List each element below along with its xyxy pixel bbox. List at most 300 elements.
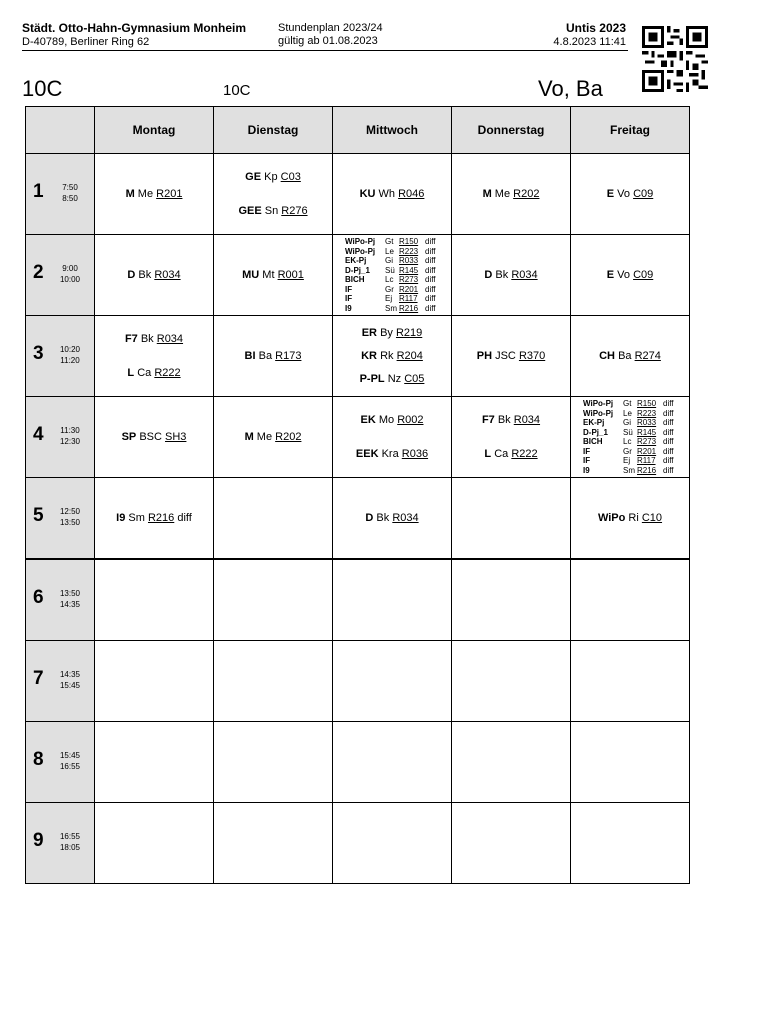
- period-cell: [26, 316, 95, 397]
- period-start: 9:00: [62, 264, 78, 273]
- timetable-cell: [452, 316, 571, 397]
- lesson-teacher: Sm: [128, 512, 145, 524]
- period-start: 16:55: [59, 832, 81, 841]
- timetable-cell: [95, 559, 214, 641]
- lesson-entry: [571, 511, 689, 525]
- lesson-stack: [95, 316, 213, 396]
- diff-teacher: Gr: [385, 284, 394, 294]
- lesson-teacher: Ca: [494, 448, 509, 460]
- period-end: 10:00: [59, 275, 81, 284]
- lesson-room: R001: [277, 269, 304, 281]
- lesson-subject: ER: [361, 327, 377, 340]
- lesson-entry: [95, 187, 213, 201]
- day-header-tue: Dienstag: [214, 107, 333, 154]
- timestamp: 4.8.2023 11:41: [553, 36, 626, 48]
- table-row: [26, 641, 690, 722]
- lesson-subject: L: [127, 367, 135, 379]
- day-header-wed: Mittwoch: [333, 107, 452, 154]
- period-time: [59, 506, 81, 528]
- diff-note: diff: [425, 294, 436, 303]
- lesson-subject: WiPo: [597, 512, 626, 524]
- diff-teacher: Gt: [623, 399, 632, 408]
- diff-course-row: [583, 399, 689, 409]
- period-start: 7:50: [62, 183, 78, 192]
- diff-teacher: Ej: [385, 294, 393, 303]
- lesson-teacher: JSC: [495, 350, 516, 362]
- timetable-cell: [571, 154, 690, 235]
- lesson-entry: [452, 413, 570, 427]
- diff-room: R273: [637, 437, 657, 446]
- timetable-cell: [214, 154, 333, 235]
- lesson-entry: [95, 332, 213, 346]
- lesson-subject: M: [125, 188, 135, 200]
- period-end: 8:50: [62, 194, 78, 203]
- timetable-cell: [452, 559, 571, 641]
- diff-note: diff: [425, 275, 436, 284]
- diff-course-row: [583, 437, 689, 447]
- diff-course-row: [583, 447, 689, 457]
- lesson-teacher: Me: [494, 188, 511, 200]
- lesson-entry: [214, 268, 332, 282]
- period-number: 1: [33, 181, 44, 202]
- lesson-subject: BI: [244, 350, 256, 362]
- period-number: 7: [33, 668, 44, 689]
- diff-teacher: Gi: [623, 418, 631, 427]
- period-start: 13:50: [59, 589, 81, 598]
- diff-subject: IF: [583, 456, 591, 465]
- timetable-cell: [571, 478, 690, 560]
- diff-teacher: Gi: [385, 256, 393, 265]
- period-end: 15:45: [59, 681, 81, 690]
- diff-course-row: [345, 275, 451, 285]
- period-number: 4: [33, 424, 44, 445]
- lesson-entry: [333, 326, 451, 340]
- lesson-entry: [333, 187, 451, 201]
- plan-valid: gültig ab 01.08.2023: [278, 35, 378, 47]
- period-cell: [26, 559, 95, 641]
- table-row: [26, 722, 690, 803]
- table-row: [26, 803, 690, 884]
- period-end: 14:35: [59, 600, 81, 609]
- diff-note: diff: [425, 256, 436, 265]
- diff-note: diff: [663, 446, 674, 456]
- lesson-room: R046: [398, 188, 425, 200]
- timetable-cell: [333, 235, 452, 316]
- period-time: [59, 588, 81, 610]
- diff-subject: WiPo-Pj: [583, 399, 614, 408]
- period-start: 10:20: [59, 345, 81, 354]
- lesson-room: R036: [401, 448, 429, 460]
- timetable-cell: [95, 722, 214, 803]
- class-title: 10C: [22, 76, 63, 101]
- timetable-cell: [95, 235, 214, 316]
- period-cell: [26, 641, 95, 722]
- timetable-cell: [95, 641, 214, 722]
- timetable-cell: [95, 478, 214, 560]
- table-row: [26, 235, 690, 316]
- timetable-cell: [452, 478, 571, 560]
- lesson-room: R222: [154, 367, 181, 379]
- lesson-stack: [333, 316, 451, 396]
- period-end: 11:20: [60, 356, 80, 365]
- lesson-note: diff: [177, 512, 192, 524]
- period-number: 8: [33, 749, 44, 770]
- corner-cell: [26, 107, 95, 154]
- lesson-entry: [333, 511, 451, 525]
- period-number: 2: [33, 262, 44, 283]
- timetable-cell: [333, 478, 452, 560]
- diff-room: R201: [637, 446, 657, 456]
- lesson-room: R034: [156, 333, 184, 345]
- school-name: Städt. Otto-Hahn-Gymnasium Monheim: [22, 21, 247, 35]
- lesson-entry: [214, 430, 332, 444]
- period-time: [59, 344, 81, 366]
- diff-subject: EK-Pj: [345, 256, 367, 265]
- timetable-cell: [333, 559, 452, 641]
- lesson-teacher: Kra: [381, 448, 399, 460]
- class-teachers: Vo, Ba: [538, 76, 603, 101]
- lesson-entry: [95, 366, 213, 380]
- timetable-cell: [214, 235, 333, 316]
- lesson-entry: [452, 349, 570, 363]
- lesson-subject: M: [482, 188, 492, 200]
- diff-subject: WiPo-Pj: [583, 408, 614, 418]
- diff-room: R033: [399, 256, 419, 265]
- lesson-teacher: Bk: [140, 333, 154, 345]
- lesson-room: R201: [156, 188, 183, 200]
- diff-note: diff: [663, 399, 674, 408]
- lesson-teacher: Nz: [387, 372, 402, 385]
- diff-note: diff: [663, 418, 674, 427]
- day-header-thu: Donnerstag: [452, 107, 571, 154]
- lesson-subject: PH: [476, 350, 493, 362]
- diff-course-row: [583, 418, 689, 428]
- diff-subject: BICH: [345, 275, 365, 284]
- timetable-cell: [333, 641, 452, 722]
- diff-teacher: Sü: [385, 265, 395, 275]
- lesson-subject: M: [244, 431, 254, 443]
- lesson-entry: [452, 187, 570, 201]
- day-header-fri: Freitag: [571, 107, 690, 154]
- lesson-room: R276: [281, 205, 308, 217]
- diff-room: R033: [637, 418, 657, 427]
- timetable-cell: [452, 154, 571, 235]
- lesson-room: R222: [511, 448, 538, 460]
- school-header: [22, 22, 246, 49]
- diff-teacher: Lc: [623, 437, 632, 446]
- lesson-entry: [452, 447, 570, 461]
- day-header-row: [26, 107, 690, 154]
- diff-room: R150: [399, 237, 419, 246]
- period-number: 6: [33, 587, 44, 608]
- timetable-cell: [95, 397, 214, 478]
- lesson-room: C03: [280, 171, 301, 183]
- timetable-cell: [571, 235, 690, 316]
- software-name: Untis 2023: [565, 21, 626, 35]
- diff-course-row: [583, 466, 689, 476]
- lesson-teacher: Bk: [376, 512, 390, 524]
- timetable-cell: [214, 397, 333, 478]
- timetable-cell: [452, 722, 571, 803]
- lesson-subject: GE: [245, 171, 262, 183]
- diff-teacher: Sm: [623, 465, 635, 475]
- diff-course-row: [583, 456, 689, 466]
- period-start: 11:30: [60, 426, 80, 435]
- lesson-entry: [95, 511, 213, 525]
- lesson-teacher: Ca: [137, 367, 152, 379]
- period-time: [59, 263, 81, 285]
- lesson-subject: KU: [359, 188, 376, 200]
- day-header-mon: Montag: [95, 107, 214, 154]
- diff-room: R117: [399, 294, 418, 303]
- table-row: [26, 154, 690, 235]
- diff-room: R223: [399, 246, 419, 256]
- period-cell: [26, 803, 95, 884]
- diff-course-list: [333, 237, 451, 313]
- lesson-teacher: Bk: [497, 414, 511, 426]
- diff-note: diff: [425, 246, 436, 256]
- timetable-cell: [214, 478, 333, 560]
- class-subtitle: 10C: [223, 82, 251, 99]
- lesson-room: R202: [513, 188, 540, 200]
- diff-room: R117: [637, 456, 656, 465]
- diff-course-row: [345, 266, 451, 276]
- lesson-room: R034: [154, 269, 181, 281]
- lesson-teacher: Mo: [378, 414, 395, 426]
- diff-room: R145: [399, 265, 419, 275]
- lesson-teacher: Wh: [378, 188, 396, 200]
- diff-subject: I9: [345, 303, 352, 313]
- lesson-subject: CH: [599, 350, 615, 362]
- period-number: 3: [33, 343, 44, 364]
- lesson-room: R219: [395, 327, 423, 340]
- diff-note: diff: [663, 437, 674, 446]
- period-end: 13:50: [59, 518, 81, 527]
- plan-header: [278, 22, 383, 48]
- diff-teacher: Gt: [385, 237, 394, 246]
- diff-note: diff: [663, 465, 674, 475]
- diff-course-list: [571, 399, 689, 475]
- diff-course-row: [345, 304, 451, 314]
- lesson-teacher: BSC: [139, 431, 162, 443]
- diff-note: diff: [663, 408, 674, 418]
- diff-course-row: [345, 285, 451, 295]
- lesson-stack: [333, 397, 451, 477]
- period-cell: [26, 722, 95, 803]
- period-time: [59, 182, 81, 204]
- lesson-room: C05: [404, 372, 425, 385]
- diff-course-row: [345, 256, 451, 266]
- period-cell: [26, 235, 95, 316]
- timetable-cell: [214, 722, 333, 803]
- period-number: 9: [33, 830, 44, 851]
- diff-subject: D-Pj_1: [583, 427, 608, 437]
- timetable-cell: [571, 397, 690, 478]
- lesson-subject: I9: [116, 512, 126, 524]
- diff-course-row: [345, 237, 451, 247]
- table-row: [26, 316, 690, 397]
- lesson-teacher: Bk: [138, 269, 152, 281]
- lesson-subject: F7: [124, 333, 138, 345]
- lesson-entry: [571, 268, 689, 282]
- timetable-cell: [571, 803, 690, 884]
- diff-subject: EK-Pj: [583, 418, 605, 427]
- timetable-cell: [571, 559, 690, 641]
- diff-course-row: [583, 428, 689, 438]
- lesson-entry: [571, 187, 689, 201]
- diff-subject: BICH: [583, 437, 603, 446]
- timetable-cell: [452, 397, 571, 478]
- lesson-entry: [452, 268, 570, 282]
- diff-teacher: Sm: [385, 303, 397, 313]
- lesson-subject: D: [127, 269, 136, 281]
- period-number: 5: [33, 505, 44, 526]
- lesson-subject: D: [484, 269, 493, 281]
- diff-subject: WiPo-Pj: [345, 246, 376, 256]
- timetable: [25, 106, 690, 884]
- diff-teacher: Le: [623, 408, 632, 418]
- diff-teacher: Gr: [623, 446, 632, 456]
- lesson-teacher: Vo: [617, 269, 630, 281]
- timetable-cell: [571, 316, 690, 397]
- lesson-entry: [214, 170, 332, 184]
- header-divider: [22, 50, 628, 51]
- lesson-room: R034: [392, 512, 419, 524]
- table-row: [26, 397, 690, 478]
- lesson-subject: L: [484, 448, 492, 460]
- lesson-stack: [452, 397, 570, 477]
- diff-teacher: Le: [385, 246, 394, 256]
- period-end: 18:05: [59, 843, 81, 852]
- lesson-teacher: Rk: [380, 349, 394, 362]
- period-start: 15:45: [59, 751, 81, 760]
- diff-course-row: [583, 409, 689, 419]
- timetable-cell: [95, 154, 214, 235]
- lesson-room: R216: [147, 512, 175, 524]
- lesson-subject: KR: [361, 349, 377, 362]
- lesson-subject: GEE: [238, 205, 262, 217]
- period-end: 16:55: [59, 762, 81, 771]
- lesson-teacher: Ri: [628, 512, 639, 524]
- diff-room: R273: [399, 275, 419, 284]
- timetable-cell: [333, 154, 452, 235]
- timetable-cell: [333, 803, 452, 884]
- diff-subject: IF: [345, 294, 353, 303]
- lesson-room: R034: [511, 269, 538, 281]
- timetable-cell: [333, 722, 452, 803]
- lesson-room: R370: [518, 350, 546, 362]
- lesson-teacher: Kp: [264, 171, 278, 183]
- diff-subject: IF: [345, 284, 353, 294]
- lesson-entry: [333, 349, 451, 363]
- lesson-teacher: By: [380, 327, 393, 340]
- software-header: [540, 22, 626, 49]
- lesson-entry: [333, 413, 451, 427]
- lesson-entry: [95, 430, 213, 444]
- lesson-entry: [333, 372, 451, 386]
- lesson-subject: E: [606, 188, 615, 200]
- lesson-subject: EEK: [355, 448, 379, 460]
- diff-course-row: [345, 294, 451, 304]
- timetable-cell: [452, 641, 571, 722]
- lesson-entry: [214, 349, 332, 363]
- lesson-stack: [214, 154, 332, 234]
- diff-note: diff: [663, 456, 674, 465]
- timetable-cell: [95, 803, 214, 884]
- timetable-cell: [452, 235, 571, 316]
- period-time: [59, 425, 81, 447]
- lesson-entry: [333, 447, 451, 461]
- lesson-subject: P-PL: [359, 372, 385, 385]
- period-start: 14:35: [59, 670, 81, 679]
- lesson-teacher: Bk: [495, 269, 509, 281]
- lesson-teacher: Ba: [618, 350, 632, 362]
- timetable-cell: [571, 722, 690, 803]
- timetable-cell: [95, 316, 214, 397]
- plan-title: Stundenplan 2023/24: [278, 22, 383, 34]
- school-address: D-40789, Berliner Ring 62: [22, 36, 150, 48]
- diff-room: R223: [637, 408, 657, 418]
- lesson-room: C09: [633, 269, 654, 281]
- period-cell: [26, 478, 95, 560]
- diff-subject: IF: [583, 446, 591, 456]
- lesson-room: R204: [396, 349, 423, 362]
- lesson-room: R173: [275, 350, 302, 362]
- lesson-room: SH3: [165, 431, 187, 443]
- lesson-entry: [571, 349, 689, 363]
- period-time: [59, 750, 81, 772]
- timetable-cell: [214, 641, 333, 722]
- diff-room: R150: [637, 399, 657, 408]
- diff-subject: D-Pj_1: [345, 265, 370, 275]
- timetable-cell: [214, 559, 333, 641]
- qr-code-icon: [640, 26, 710, 92]
- lesson-subject: SP: [121, 431, 137, 443]
- lesson-room: R274: [634, 350, 661, 362]
- diff-course-row: [345, 247, 451, 257]
- diff-room: R145: [637, 427, 657, 437]
- diff-subject: WiPo-Pj: [345, 237, 376, 246]
- lesson-subject: F7: [481, 414, 495, 426]
- lesson-teacher: Ba: [258, 350, 273, 362]
- period-time: [59, 831, 81, 853]
- table-row: [26, 478, 690, 560]
- lesson-entry: [95, 268, 213, 282]
- period-cell: [26, 397, 95, 478]
- lesson-room: C09: [633, 188, 654, 200]
- lesson-room: C10: [641, 512, 663, 524]
- lesson-subject: D: [365, 512, 374, 524]
- timetable-cell: [571, 641, 690, 722]
- diff-teacher: Sü: [623, 427, 633, 437]
- diff-note: diff: [425, 284, 436, 294]
- timetable-cell: [333, 397, 452, 478]
- lesson-teacher: Me: [137, 188, 154, 200]
- period-cell: [26, 154, 95, 235]
- diff-note: diff: [425, 265, 436, 275]
- lesson-subject: MU: [242, 269, 260, 281]
- diff-room: R216: [637, 465, 657, 475]
- lesson-subject: EK: [360, 414, 376, 426]
- lesson-teacher: Mt: [262, 269, 275, 281]
- lesson-entry: [214, 204, 332, 218]
- diff-note: diff: [425, 237, 436, 246]
- diff-room: R216: [399, 303, 419, 313]
- lesson-room: R002: [397, 414, 424, 426]
- lesson-room: R202: [275, 431, 302, 443]
- lesson-room: R034: [513, 414, 541, 426]
- lesson-teacher: Me: [256, 431, 273, 443]
